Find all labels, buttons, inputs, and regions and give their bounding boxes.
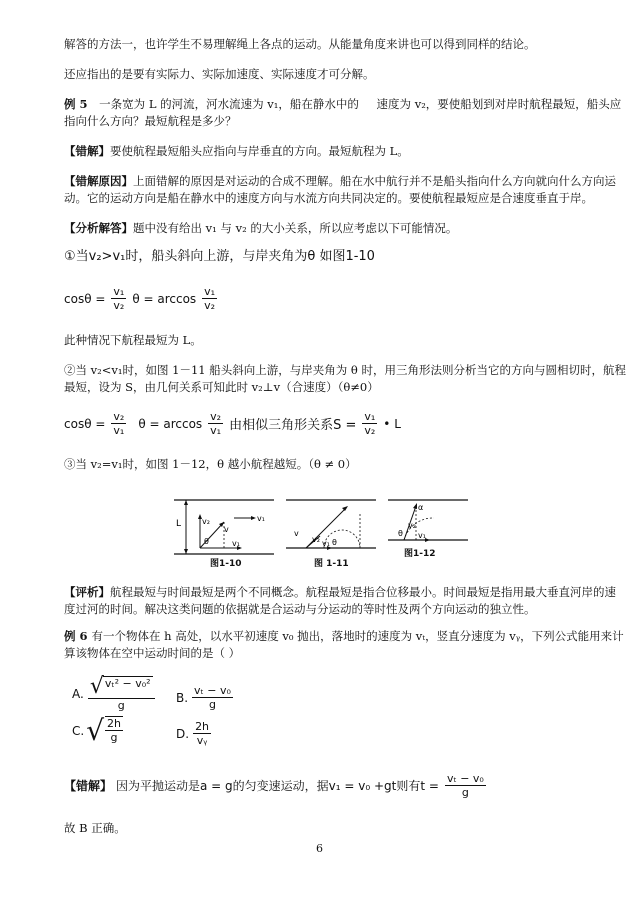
fig12-v2-label: v₂ bbox=[408, 521, 416, 530]
option-b-num: vₜ − v₀ bbox=[194, 684, 231, 697]
analysis-text: 题中没有给出 v₁ 与 v₂ 的大小关系，所以应考虑以下可能情况。 bbox=[133, 221, 458, 235]
analysis-label: 【分析解答】 bbox=[64, 221, 133, 235]
figure-1-11 bbox=[286, 492, 376, 572]
option-c-sqrt bbox=[86, 716, 125, 746]
review-text-1: 航程最短与时间最短是两个不同概念。航程最短是指合位移最小。时间最短是指用最大垂直河岸的速 bbox=[110, 585, 616, 599]
radical: √ bbox=[86, 714, 105, 747]
case-1-equation bbox=[64, 285, 219, 312]
case-2-equation bbox=[64, 410, 401, 437]
option-a-label: A. bbox=[72, 687, 84, 701]
t-num: vₜ − v₀ bbox=[446, 772, 484, 785]
wrong-reason-label: 【错解原因】 bbox=[64, 174, 133, 188]
wrong-reason-line-2: 动。它的运动方向是船在静水中的速度方向与水流方向共同决定的。要使航程最短应是合速度垂直于岸。 bbox=[64, 191, 593, 205]
option-d bbox=[176, 720, 213, 747]
conclusion: 故 B 正确。 bbox=[64, 821, 126, 835]
case-1: ①当v₂>v₁时，船头斜向上游，与岸夹角为θ 如图1-10 bbox=[64, 249, 375, 264]
wrong-answer-label: 【错解】 bbox=[64, 144, 110, 158]
fraction-v1-v2-c bbox=[362, 410, 377, 437]
case-3: ③当 v₂=v₁时，如图 1－12，θ 越小航程越短。（θ ≠ 0） bbox=[64, 457, 357, 471]
fig12-v1-label: v₁ bbox=[418, 531, 426, 540]
option-a-den: g bbox=[117, 699, 125, 712]
wrong-answer-2-fraction bbox=[445, 772, 486, 799]
case-1-result: 此种情况下航程最短为 L。 bbox=[64, 333, 202, 347]
frac-den: v₁ bbox=[210, 424, 222, 437]
fig11-v1-label: v₁ bbox=[322, 539, 330, 548]
example-6-label: 例 6 bbox=[64, 629, 88, 643]
frac-den: v₂ bbox=[113, 299, 125, 312]
option-b-label: B. bbox=[176, 690, 189, 705]
case-2-line-1: ②当 v₂<v₁时，如图 1－11 船头斜向上游，与岸夹角为 θ 时，用三角形法则分析当它的方向与圆相切时，航程 bbox=[64, 363, 626, 377]
fig11-v-label: v bbox=[294, 529, 299, 538]
frac-den: v₂ bbox=[204, 299, 216, 312]
fig12-theta-label: θ bbox=[398, 529, 403, 538]
eq-cos-theta-2: cosθ = bbox=[64, 416, 106, 431]
eq-arccos: θ = arccos bbox=[132, 291, 197, 306]
eq-similar-triangle: 由相似三角形关系S = bbox=[229, 418, 357, 433]
fig10-v-label: v bbox=[224, 525, 229, 534]
frac-num: v₁ bbox=[204, 285, 216, 298]
frac-num: v₁ bbox=[364, 410, 376, 423]
option-c-den: g bbox=[110, 731, 118, 744]
figure-1-12-diagram bbox=[388, 492, 468, 572]
example-5-text-b: 速度为 v₂，要使船划到对岸时航程最短，船头应 bbox=[376, 97, 622, 111]
review-label: 【评析】 bbox=[64, 585, 110, 599]
option-a-radicand: vₜ² − v₀² bbox=[104, 677, 151, 690]
figure-1-11-caption: 图 1-11 bbox=[314, 559, 349, 569]
t-den: g bbox=[461, 786, 469, 799]
option-d-label: D. bbox=[176, 726, 190, 741]
wrong-answer-text: 要使航程最短船头应指向与岸垂直的方向。最短航程为 L。 bbox=[110, 144, 409, 158]
option-c bbox=[72, 716, 125, 746]
fig11-theta-label: θ bbox=[332, 538, 337, 547]
frac-num: v₂ bbox=[113, 410, 125, 423]
wrong-reason-line-1 bbox=[64, 173, 616, 190]
wrong-answer-2-text: 因为平抛运动是a = g的匀变速运动，据v₁ = v₀ +gt则有t = bbox=[116, 779, 439, 793]
example-5-text-a: 一条宽为 L 的河流，河水流速为 v₁，船在静水中的 bbox=[99, 97, 359, 111]
option-c-fraction bbox=[105, 716, 123, 744]
figure-1-12-caption: 图1-12 bbox=[404, 549, 436, 559]
review-line-1 bbox=[64, 584, 616, 601]
paragraph-1: 解答的方法一，也许学生不易理解绳上各点的运动。从能量角度来讲也可以得到同样的结论。 bbox=[64, 37, 536, 51]
fraction-v1-v2-b bbox=[202, 285, 217, 312]
fig10-theta-label: θ bbox=[204, 537, 209, 546]
fig10-v1b-label: v₁ bbox=[232, 539, 240, 548]
fig11-v2-label: v₂ bbox=[312, 535, 320, 544]
radical: √ bbox=[89, 674, 104, 699]
option-b bbox=[176, 684, 235, 711]
frac-num: v₂ bbox=[210, 410, 222, 423]
example-6-line-2: 算该物体在空中运动时间的是（ ） bbox=[64, 646, 241, 660]
figure-1-12 bbox=[388, 492, 468, 572]
wrong-answer-2 bbox=[64, 772, 488, 799]
example-5-label: 例 5 bbox=[64, 97, 88, 111]
case-2-line-2: 最短，设为 S，由几何关系可知此时 v₂⊥v（合速度）（θ≠0） bbox=[64, 380, 379, 394]
example-5-line-1 bbox=[64, 96, 622, 113]
option-a bbox=[72, 676, 157, 712]
eq-cos-theta: cosθ = bbox=[64, 291, 106, 306]
option-d-fraction bbox=[193, 720, 211, 747]
analysis bbox=[64, 220, 584, 237]
option-b-den: g bbox=[209, 698, 216, 711]
example-6-text-1: 有一个物体在 h 高处，以水平初速度 v₀ 抛出，落地时的速度为 vₜ，竖直分速度为 vᵧ，下列公式能用来计 bbox=[91, 629, 624, 643]
option-b-fraction bbox=[192, 684, 233, 711]
fig10-L-label: L bbox=[176, 519, 182, 529]
fraction-v1-v2 bbox=[111, 285, 126, 312]
option-d-den: vᵧ bbox=[196, 734, 208, 747]
frac-num: v₁ bbox=[113, 285, 125, 298]
example-5-line-2: 指向什么方向？最短航程是多少？ bbox=[64, 114, 237, 128]
option-d-num: 2h bbox=[195, 720, 210, 733]
fig10-v1-label: v₁ bbox=[257, 514, 265, 523]
fig12-alpha-label: α bbox=[418, 503, 424, 512]
fraction-v2-v1 bbox=[111, 410, 126, 437]
page-number: 6 bbox=[316, 842, 323, 855]
wrong-answer-2-label: 【错解】 bbox=[64, 779, 113, 793]
example-6-line-1 bbox=[64, 628, 624, 645]
figure-1-10-caption: 图1-10 bbox=[210, 559, 242, 569]
option-a-num bbox=[88, 676, 155, 699]
wrong-answer bbox=[64, 143, 584, 160]
eq-times-L: • L bbox=[383, 416, 401, 431]
option-c-label: C. bbox=[72, 724, 85, 738]
eq-arccos-2: θ = arccos bbox=[138, 416, 203, 431]
review-line-2: 度过河的时间。解决这类问题的依据就是合运动与分运动的等时性及两个方向运动的独立性。 bbox=[64, 602, 536, 616]
fig10-v2-label: v₂ bbox=[202, 517, 210, 526]
frac-den: v₁ bbox=[113, 424, 125, 437]
paragraph-2: 还应指出的是要有实际力、实际加速度、实际速度才可分解。 bbox=[64, 67, 375, 81]
sqrt-sign bbox=[90, 676, 153, 698]
figure-1-10 bbox=[174, 492, 274, 572]
option-a-fraction bbox=[88, 676, 155, 712]
wrong-reason-text-1: 上面错解的原因是对运动的合成不理解。船在水中航行并不是船头指向什么方向就向什么方向运 bbox=[133, 174, 616, 188]
frac-den: v₂ bbox=[364, 424, 376, 437]
option-c-num: 2h bbox=[107, 717, 122, 730]
fraction-v2-v1-b bbox=[208, 410, 223, 437]
